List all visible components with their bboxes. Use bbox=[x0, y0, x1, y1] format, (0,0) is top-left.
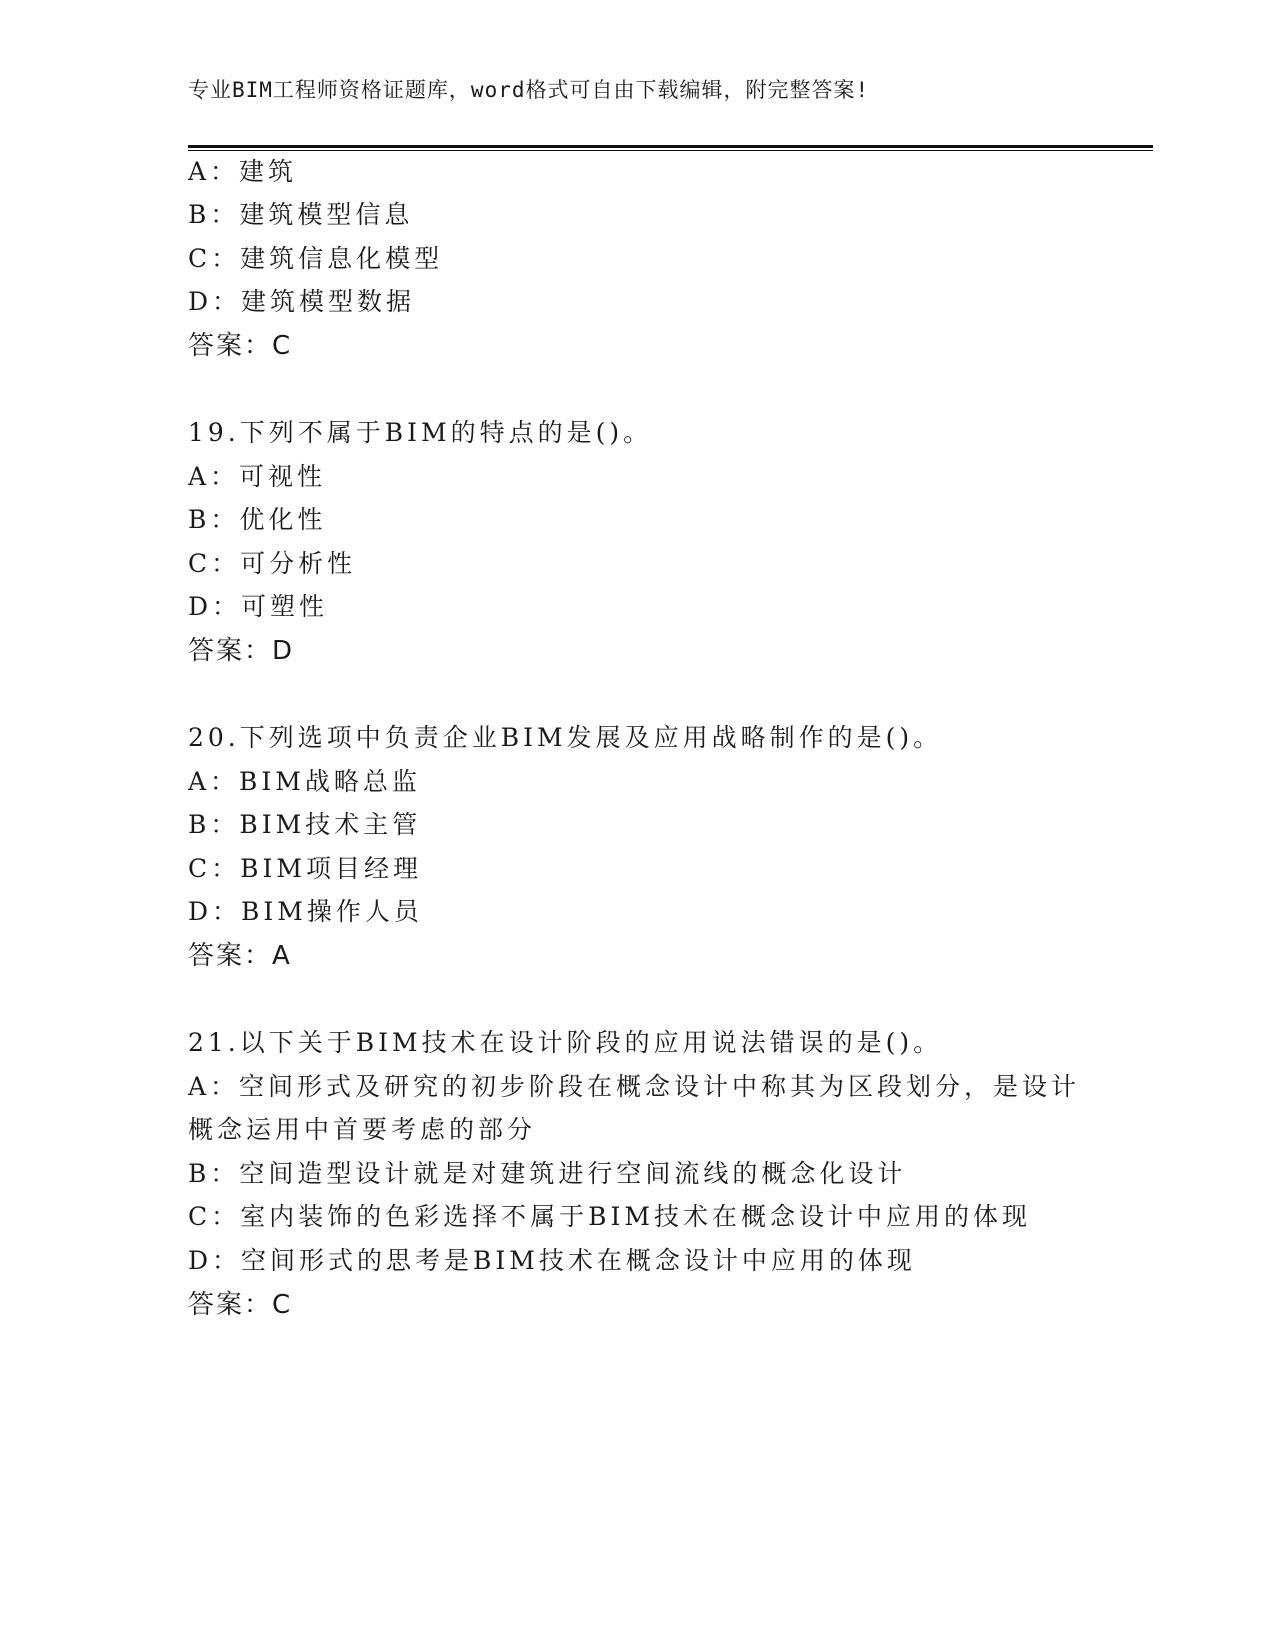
q20-answer: 答案：A bbox=[188, 941, 292, 971]
q21-question: 21.以下关于BIM技术在设计阶段的应用说法错误的是()。 bbox=[188, 1028, 943, 1057]
q18-option-c: C：建筑信息化模型 bbox=[188, 244, 444, 273]
q18-option-d: D：建筑模型数据 bbox=[188, 287, 416, 316]
q20-question: 20.下列选项中负责企业BIM发展及应用战略制作的是()。 bbox=[188, 723, 943, 752]
q19-question: 19.下列不属于BIM的特点的是()。 bbox=[188, 418, 653, 447]
header-rule-thick bbox=[188, 145, 1153, 148]
header-rule-thin bbox=[188, 150, 1153, 151]
q18-option-b: B：建筑模型信息 bbox=[188, 200, 414, 229]
q20-option-b: B：BIM技术主管 bbox=[188, 810, 422, 839]
q20-option-c: C：BIM项目经理 bbox=[188, 854, 422, 883]
q21-option-c: C：室内装饰的色彩选择不属于BIM技术在概念设计中应用的体现 bbox=[188, 1202, 1031, 1231]
q21-answer: 答案：C bbox=[188, 1290, 293, 1320]
q19-option-b: B：优化性 bbox=[188, 505, 327, 534]
q19-option-c: C：可分析性 bbox=[188, 549, 357, 578]
q21-option-b: B：空间造型设计就是对建筑进行空间流线的概念化设计 bbox=[188, 1159, 907, 1188]
q21-option-a-line2: 概念运用中首要考虑的部分 bbox=[188, 1115, 537, 1144]
q19-answer: 答案：D bbox=[188, 636, 295, 666]
q20-option-d: D：BIM操作人员 bbox=[188, 897, 423, 926]
page-header: 专业BIM工程师资格证题库，word格式可自由下载编辑，附完整答案! bbox=[188, 78, 870, 102]
q19-option-a: A：可视性 bbox=[188, 462, 327, 491]
q20-option-a: A：BIM战略总监 bbox=[188, 767, 421, 796]
q21-option-d: D：空间形式的思考是BIM技术在概念设计中应用的体现 bbox=[188, 1246, 916, 1275]
q19-option-d: D：可塑性 bbox=[188, 592, 329, 621]
q18-answer: 答案：C bbox=[188, 331, 293, 361]
q21-option-a-line1: A：空间形式及研究的初步阶段在概念设计中称其为区段划分，是设计 bbox=[188, 1072, 1081, 1101]
q18-option-a: A：建筑 bbox=[188, 157, 298, 186]
